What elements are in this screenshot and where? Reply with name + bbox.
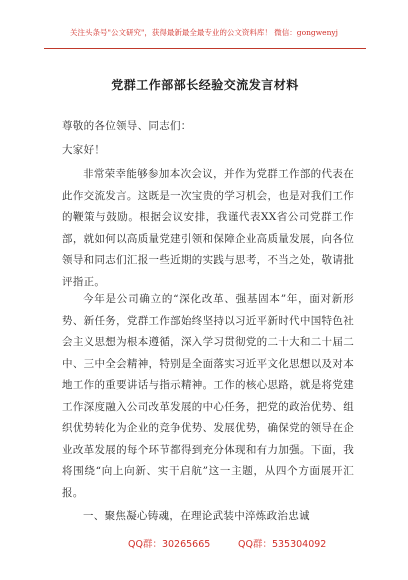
document-title: 党群工作部部长经验交流发言材料 — [111, 78, 299, 92]
section-heading-1: 一、聚焦凝心铸魂，在理论武装中淬炼政治忠诚 — [83, 510, 310, 522]
body-paragraph-2: 今年是公司确立的“深化改革、强基固本”年，面对新形势、新任务，党群工作部始终坚持以习近平新时代中国特色社会主义思想为根本遵循，深入学习贯彻党的二十大和二十届二中、三中全会精神，特别是全面落实习近平文化思想以及对本地工作的重要讲话与指示精神。工作的核心思路，就是将党建工作深度融入公司改革发展的中心任务，把党的政治优势、组织优势转化为企业的竞争优势、发展优势，确保党的领导在企业改革发展的每个环节都得到充分体现和有力加强。下面，我将围绕“向上向新、实干启航”这一主题，从四个方面展开汇报。 — [62, 293, 354, 499]
footer-qq-group-2: QQ群：535304092 — [238, 539, 327, 550]
footer-qq-group-1: QQ群：30265665 — [128, 539, 211, 550]
header-divider — [44, 48, 366, 49]
salutation: 尊敬的各位领导、同志们： — [62, 120, 192, 132]
header-banner: 关注头条号"公文研究"，获得最新最全最专业的公文资料库！ 微信：gongwenyj — [70, 28, 338, 37]
body-paragraph-1: 非常荣幸能够参加本次会议，并作为党群工作部的代表在此作交流发言。这既是一次宝贵的学习机会，也是对我们工作的鞭策与鼓励。根据会议安排，我谨代表XX省公司党群工作部，就如何以高质量党建引领和保障企业高质量发展，向各位领导和同志们汇报一些近期的实践与思考，不当之处，敬请批评指正。 — [62, 168, 354, 288]
greeting: 大家好！ — [62, 144, 106, 156]
